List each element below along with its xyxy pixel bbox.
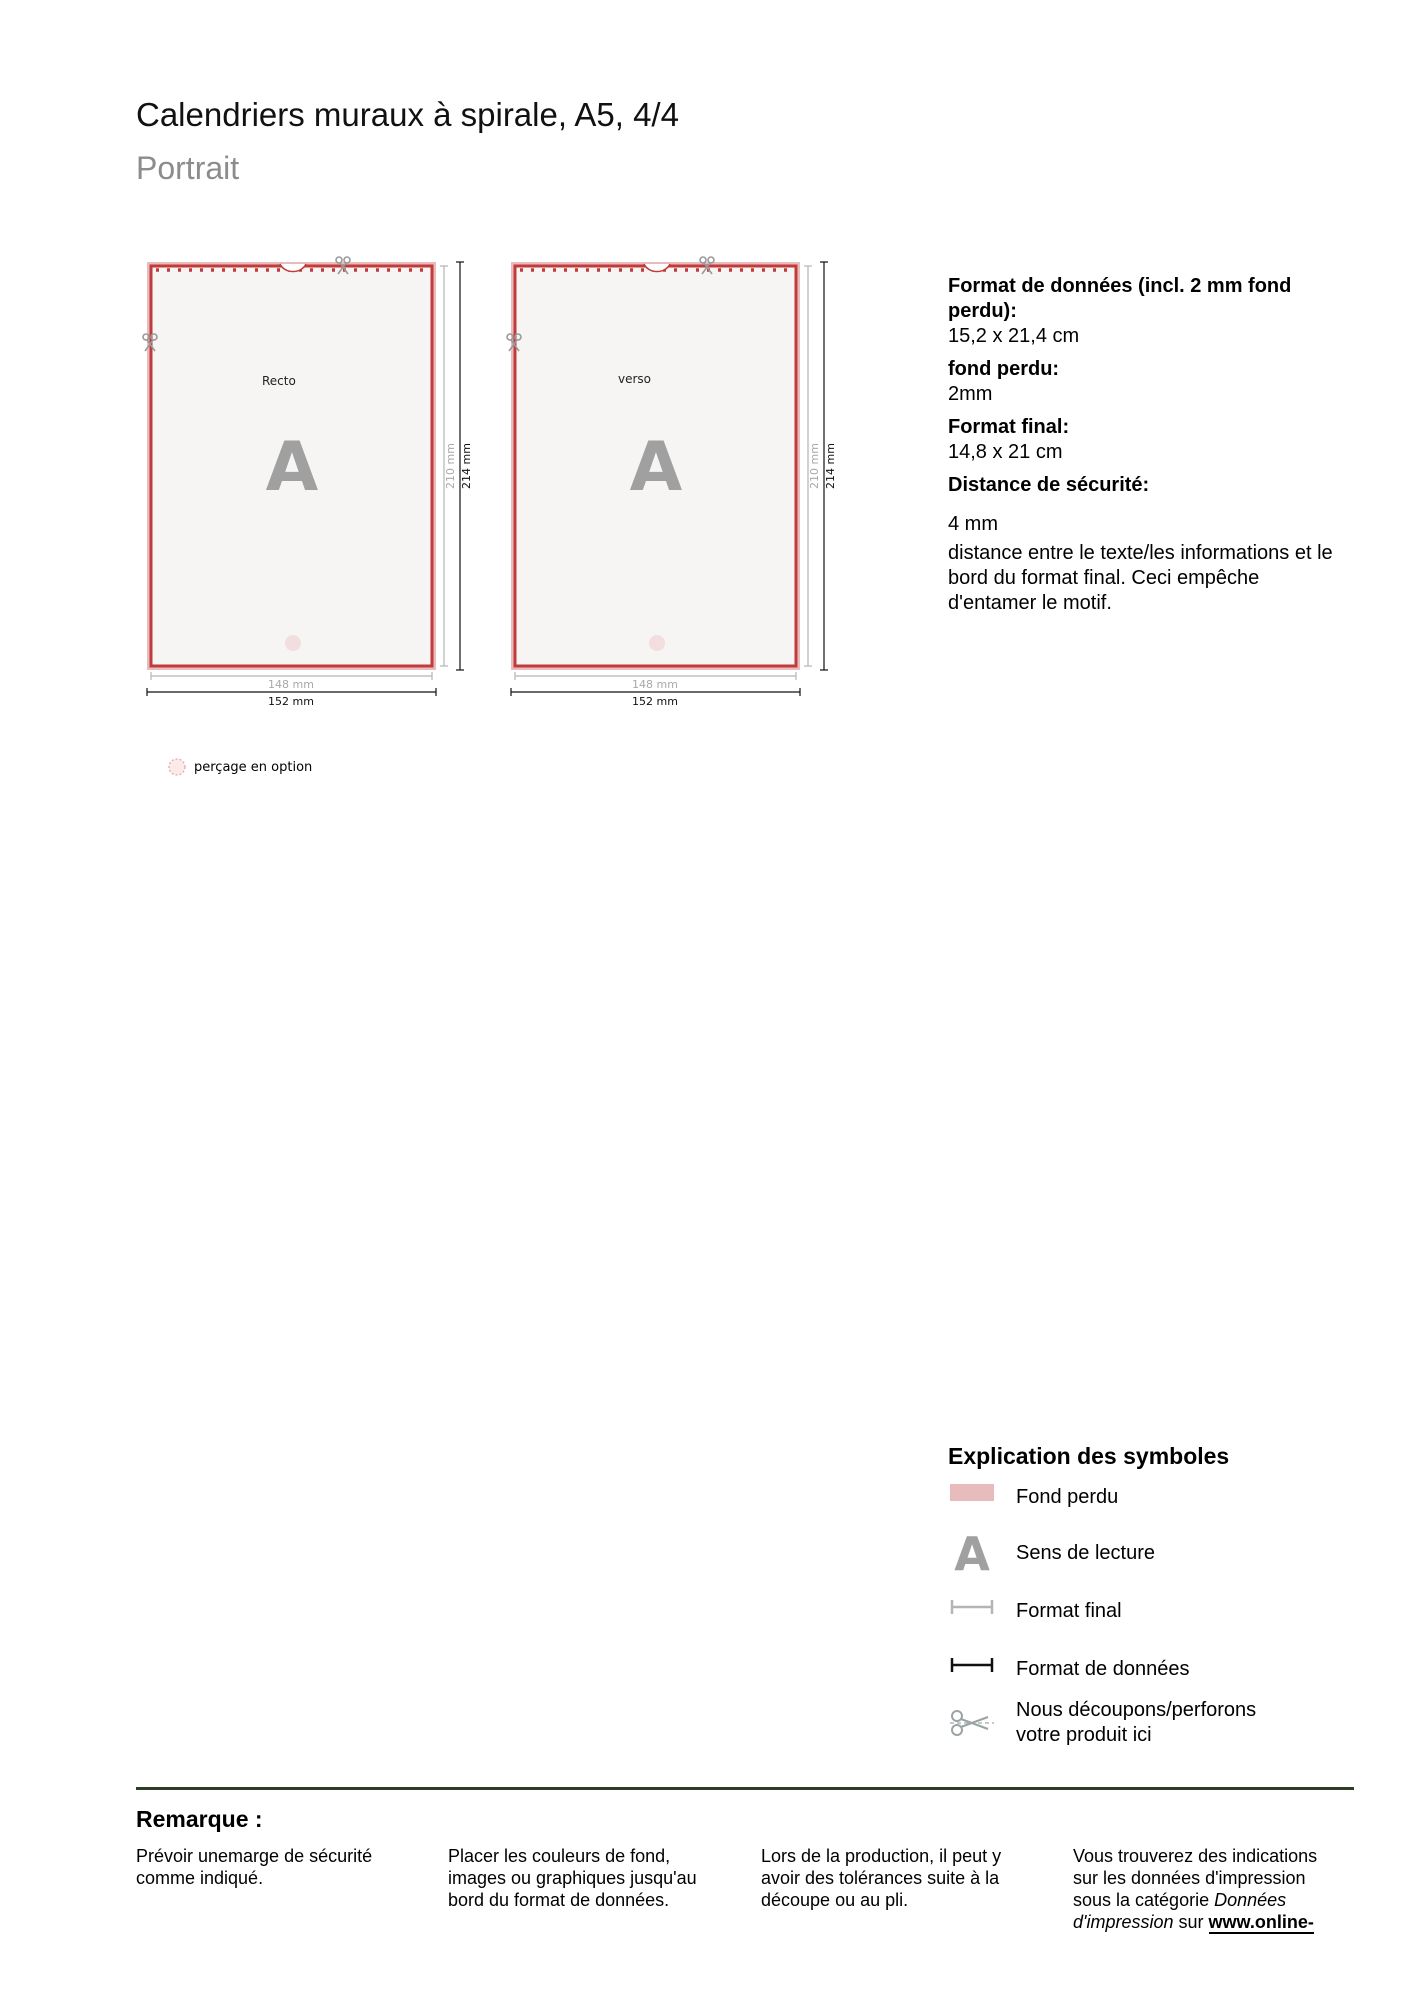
remark-1: Prévoir unemarge de sécurité comme indiqué. [136, 1846, 373, 1888]
optional-hole [649, 635, 665, 651]
diagrams-svg [130, 250, 850, 720]
symbol-data-format-label: Format de données [1016, 1658, 1190, 1680]
symbol-final-format [948, 1592, 1348, 1632]
symbol-reading-label: Sens de lecture [1016, 1542, 1155, 1564]
website-link[interactable]: www.online- [1208, 1912, 1314, 1932]
symbol-reading [948, 1534, 1348, 1574]
symbol-data-format [948, 1650, 1348, 1690]
format-specs [948, 274, 1348, 624]
svg-text:A: A [954, 1534, 990, 1574]
diagram-recto [143, 257, 473, 708]
final-format-value: 14,8 x 21 cm [948, 441, 1063, 463]
symbol-final-format-label: Format final [1016, 1600, 1122, 1622]
optional-hole-icon [166, 756, 188, 778]
symbol-bleed [948, 1478, 1348, 1518]
data-format-icon [948, 1650, 996, 1690]
optional-hole [285, 635, 301, 651]
reading-direction-letter: A [265, 428, 319, 507]
reading-direction-letter: A [629, 428, 683, 507]
diagram-verso [507, 257, 837, 708]
final-width-label: 148 mm [268, 678, 314, 691]
scissors-icon [948, 1704, 996, 1744]
calendar-diagrams [130, 250, 850, 725]
final-width-label: 148 mm [632, 678, 678, 691]
final-height-label: 210 mm [808, 443, 821, 489]
symbol-cut-label: Nous découpons/perforons votre produit ici [1016, 1699, 1257, 1746]
footer-divider [136, 1787, 1354, 1790]
reading-direction-icon [948, 1534, 996, 1574]
data-format-value: 15,2 x 21,4 cm [948, 325, 1080, 347]
symbols-title: Explication des symboles [948, 1443, 1230, 1469]
final-height-label: 210 mm [444, 443, 457, 489]
final-format-label: Format final: [948, 416, 1070, 438]
data-width-label: 152 mm [632, 695, 678, 708]
remark-2: Placer les couleurs de fond, images ou graphiques jusqu'au bord du format de données. [448, 1846, 697, 1910]
bleed-label: fond perdu: [948, 358, 1060, 380]
remark-3: Lors de la production, il peut y avoir des tolérances suite à la découpe ou au pli. [761, 1846, 1002, 1910]
bleed-value: 2mm [948, 383, 993, 405]
remarks-title: Remarque : [136, 1806, 263, 1832]
data-height-label: 214 mm [824, 443, 837, 489]
optional-drilling-label: perçage en option [194, 760, 313, 775]
safety-distance-value: 4 mm [948, 513, 998, 535]
data-height-label: 214 mm [460, 443, 473, 489]
side-label: verso [618, 372, 652, 386]
bleed-swatch-icon [948, 1478, 996, 1518]
optional-drilling-legend [166, 756, 313, 783]
data-width-label: 152 mm [268, 695, 314, 708]
page-title: Calendriers muraux à spirale, A5, 4/4 [136, 96, 679, 133]
side-label: Recto [262, 374, 296, 388]
page-subtitle: Portrait [136, 150, 240, 186]
symbol-cut [948, 1698, 1348, 1754]
symbol-bleed-label: Fond perdu [1016, 1486, 1119, 1508]
safety-distance-note: distance entre le texte/les informations et le bord du format final. Ceci empêche d'entamer le motif. [948, 542, 1333, 614]
safety-distance-label: Distance de sécurité: [948, 474, 1150, 496]
remark-4: Vous trouverez des indications sur les données d'impression sous la catégorie Données d'impression sur www.online- [1073, 1846, 1318, 1932]
data-format-label: Format de données (incl. 2 mm fond perdu): [948, 275, 1292, 322]
final-format-icon [948, 1592, 996, 1632]
